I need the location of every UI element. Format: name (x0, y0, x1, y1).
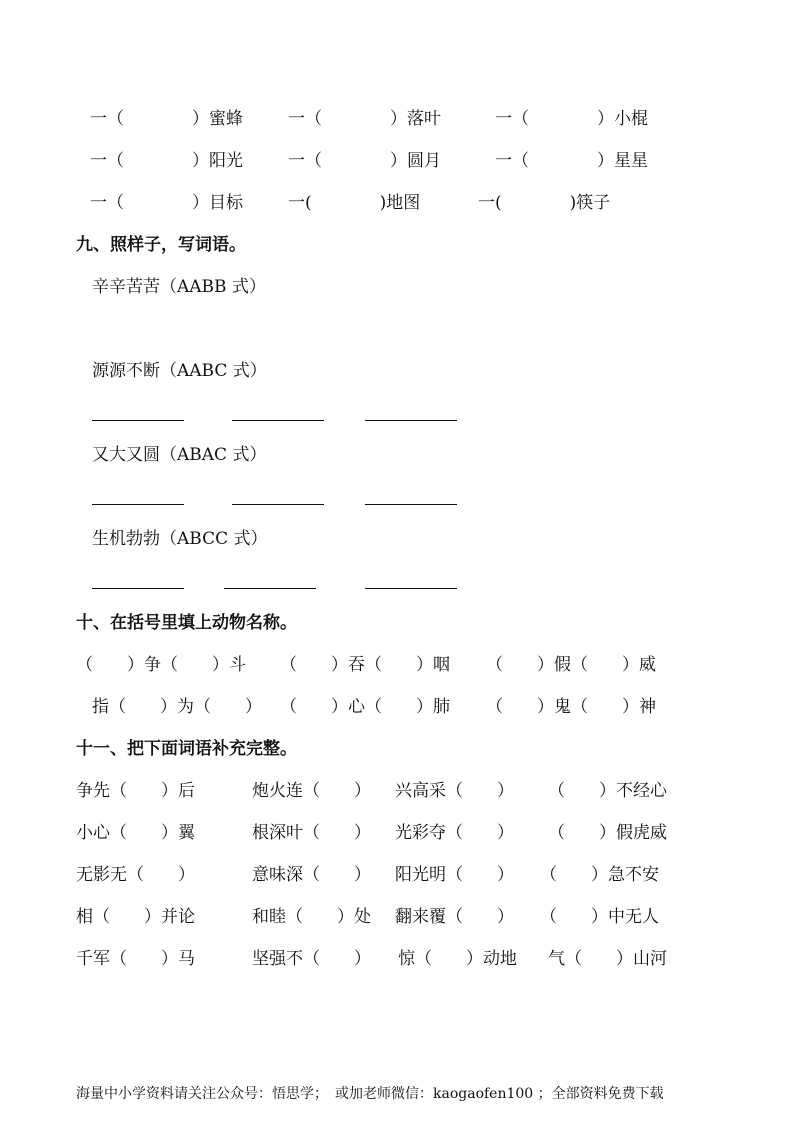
completion-item: 翻来覆（ ） (395, 907, 514, 927)
answer-blank[interactable] (365, 420, 457, 421)
page-footer: 海量中小学资料请关注公众号：悟思学； 或加老师微信：kaogaofen100 ；全部资料免费下载 (76, 1086, 664, 1102)
completion-item: 小心（ ）翼 (76, 823, 195, 843)
section-11-heading: 十一、把下面词语补充完整。 (76, 739, 297, 759)
completion-item: 和睦（ ）处 (252, 907, 371, 927)
measure-word-item: 一（ ）目标 (90, 193, 243, 213)
answer-blank[interactable] (232, 504, 324, 505)
answer-blank[interactable] (365, 504, 457, 505)
section-10-heading: 十、在括号里填上动物名称。 (76, 613, 297, 633)
completion-item: （ ）急不安 (540, 865, 659, 885)
answer-blank[interactable] (92, 504, 184, 505)
idiom-item: （ ）假（ ）威 (486, 655, 656, 675)
idiom-item: （ ）吞（ ）咽 (280, 655, 450, 675)
completion-item: 无影无（ ） (76, 865, 195, 885)
answer-blank[interactable] (232, 420, 324, 421)
measure-word-item: 一（ ）落叶 (288, 109, 441, 129)
idiom-item: （ ）争（ ）斗 (76, 655, 246, 675)
example-aabb: 辛辛苦苦（AABB 式） (92, 277, 266, 297)
answer-blank[interactable] (92, 420, 184, 421)
idiom-item: （ ）鬼（ ）神 (486, 697, 656, 717)
answer-blank[interactable] (92, 588, 184, 589)
idiom-item: （ ）心（ ）肺 (280, 697, 450, 717)
measure-word-item: 一( )筷子 (478, 193, 611, 213)
completion-item: 相（ ）并论 (76, 907, 195, 927)
example-abcc: 生机勃勃（ABCC 式） (92, 529, 268, 549)
completion-item: （ ）不经心 (548, 781, 667, 801)
example-abac: 又大又圆（ABAC 式） (92, 445, 267, 465)
completion-item: 阳光明（ ） (395, 865, 514, 885)
completion-item: 气（ ）山河 (548, 949, 667, 969)
completion-item: （ ）假虎威 (548, 823, 667, 843)
example-aabc: 源源不断（AABC 式） (92, 361, 267, 381)
completion-item: 根深叶（ ） (252, 823, 371, 843)
measure-word-item: 一（ ）蜜蜂 (90, 109, 243, 129)
completion-item: 千军（ ）马 (76, 949, 195, 969)
section-9-heading: 九、照样子，写词语。 (76, 235, 246, 255)
completion-item: 惊（ ）动地 (398, 949, 517, 969)
measure-word-item: 一（ ）小棍 (495, 109, 648, 129)
completion-item: 坚强不（ ） (252, 949, 371, 969)
measure-word-item: 一（ ）圆月 (288, 151, 441, 171)
completion-item: 光彩夺（ ） (395, 823, 514, 843)
completion-item: 争先（ ）后 (76, 781, 195, 801)
answer-blank[interactable] (365, 588, 457, 589)
completion-item: 炮火连（ ） (252, 781, 371, 801)
measure-word-item: 一（ ）阳光 (90, 151, 243, 171)
idiom-item: 指（ ）为（ ） (92, 697, 262, 717)
measure-word-item: 一（ ）星星 (495, 151, 648, 171)
answer-blank[interactable] (224, 588, 316, 589)
measure-word-item: 一( )地图 (288, 193, 421, 213)
completion-item: （ ）中无人 (540, 907, 659, 927)
completion-item: 意味深（ ） (252, 865, 371, 885)
completion-item: 兴高采（ ） (395, 781, 514, 801)
